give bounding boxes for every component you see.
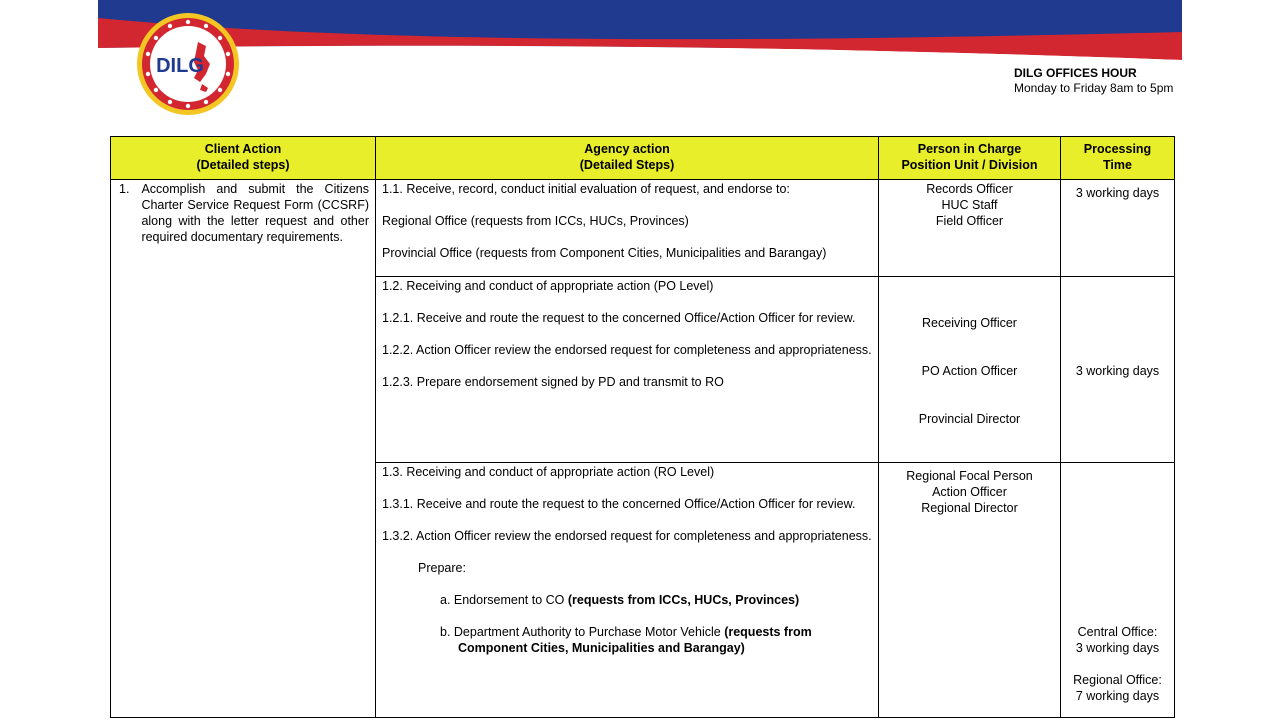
processing-time-2: 3 working days <box>1075 364 1160 378</box>
header-agency-action-line1: Agency action <box>584 142 670 156</box>
person-records-officer: Records Officer <box>926 182 1013 196</box>
agency-step-1-2-2: 1.2.2. Action Officer review the endorsed request for completeness and appropriateness. <box>382 343 872 357</box>
agency-action-cell-2 <box>376 277 879 463</box>
header-person-in-charge <box>879 137 1061 180</box>
header-person-line2: Position Unit / Division <box>901 158 1038 172</box>
person-receiving-officer: Receiving Officer <box>922 316 1017 330</box>
item-b-bold-1: (requests from <box>724 625 812 639</box>
time-cell-2 <box>1061 277 1175 463</box>
header-agency-action <box>376 137 879 180</box>
client-action-number: 1. <box>119 182 130 196</box>
time-cell-1 <box>1061 180 1175 277</box>
item-b-text: b. Department Authority to Purchase Motor Vehicle <box>440 625 725 639</box>
time-regional-office-label: Regional Office: <box>1073 673 1162 687</box>
table-row <box>111 180 1175 277</box>
header-client-action-line1: Client Action <box>204 142 282 156</box>
person-provincial-director: Provincial Director <box>918 412 1021 426</box>
agency-action-cell-3 <box>376 463 879 718</box>
agency-regional-office: Regional Office (requests from ICCs, HUCs, Provinces) <box>382 214 689 228</box>
agency-step-1-2-title: 1.2. Receiving and conduct of appropriate action (PO Level) <box>382 279 714 293</box>
agency-item-a <box>382 592 872 608</box>
person-cell-3 <box>879 463 1061 718</box>
header-time-line2: Time <box>1103 158 1132 172</box>
header-client-action-line2: (Detailed steps) <box>196 158 290 172</box>
time-regional-office-value: 7 working days <box>1075 689 1160 703</box>
agency-step-1-3-1: 1.3.1. Receive and route the request to the concerned Office/Action Officer for review. <box>382 497 856 511</box>
agency-step-1-3-title: 1.3. Receiving and conduct of appropriate action (RO Level) <box>382 465 715 479</box>
office-hours-text: Monday to Friday 8am to 5pm <box>1014 81 1174 95</box>
item-b-bold-2: Component Cities, Municipalities and Barangay) <box>458 641 745 655</box>
dilg-seal-logo <box>136 12 240 116</box>
logo-text: DILG <box>156 55 204 77</box>
header-time-line1: Processing <box>1083 142 1152 156</box>
processing-time-1: 3 working days <box>1075 186 1160 200</box>
agency-step-1-2-3: 1.2.3. Prepare endorsement signed by PD and transmit to RO <box>382 375 724 389</box>
header-agency-action-line2: (Detailed Steps) <box>579 158 675 172</box>
office-hours-title: DILG OFFICES HOUR <box>1014 66 1137 80</box>
person-huc-staff: HUC Staff <box>941 198 998 212</box>
header-processing-time <box>1061 137 1175 180</box>
client-action-text: Accomplish and submit the Citizens Charter Service Request Form (CCSRF) along with the letter request and other required documentary requirements. <box>141 182 369 244</box>
person-po-action-officer: PO Action Officer <box>921 364 1018 378</box>
office-hours <box>1014 66 1173 96</box>
time-central-office-value: 3 working days <box>1075 641 1160 655</box>
agency-provincial-office: Provincial Office (requests from Component Cities, Municipalities and Barangay) <box>382 246 827 260</box>
client-action-cell <box>111 180 376 718</box>
client-action-item <box>117 181 369 245</box>
person-regional-focal-person: Regional Focal Person <box>906 469 1033 483</box>
table-header-row <box>111 137 1175 180</box>
time-cell-3 <box>1061 463 1175 718</box>
slide <box>98 0 1182 720</box>
agency-step-1-3-2: 1.3.2. Action Officer review the endorsed request for completeness and appropriateness. <box>382 529 872 543</box>
item-a-bold: (requests from ICCs, HUCs, Provinces) <box>567 593 800 607</box>
agency-item-b <box>382 624 872 656</box>
agency-action-cell-1 <box>376 180 879 277</box>
header-client-action <box>111 137 376 180</box>
person-action-officer: Action Officer <box>932 485 1007 499</box>
agency-step-1-1: 1.1. Receive, record, conduct initial evaluation of request, and endorse to: <box>382 182 790 196</box>
agency-step-1-2-1: 1.2.1. Receive and route the request to the concerned Office/Action Officer for review. <box>382 311 856 325</box>
citizens-charter-table <box>110 136 1175 718</box>
time-central-office-label: Central Office: <box>1077 625 1158 639</box>
agency-prepare-label: Prepare: <box>418 561 466 575</box>
person-cell-1 <box>879 180 1061 277</box>
person-field-officer: Field Officer <box>935 214 1004 228</box>
person-cell-2 <box>879 277 1061 463</box>
person-regional-director: Regional Director <box>921 501 1018 515</box>
header-person-line1: Person in Charge <box>917 142 1022 156</box>
item-a-text: a. Endorsement to CO <box>440 593 568 607</box>
